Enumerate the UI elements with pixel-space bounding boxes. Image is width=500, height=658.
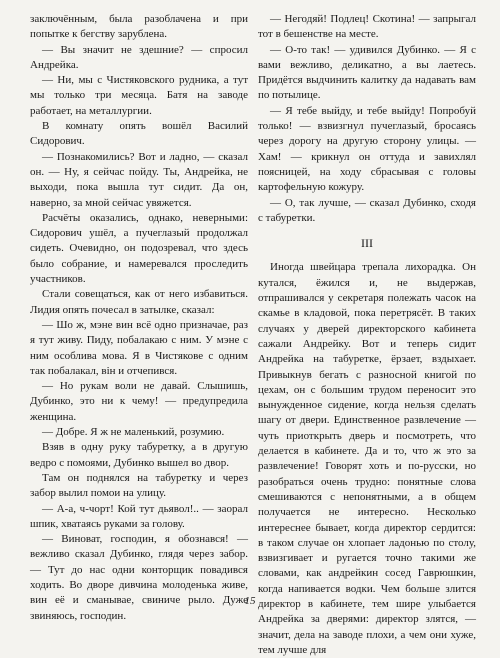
paragraph: Там он поднялся на табуретку и через забор вылил помои на улицу. xyxy=(30,471,248,500)
paragraph: — Я тебе выйду, и тебе выйду! Попробуй только! — взвизгнул пучеглазый, бросаясь через дорогу на другую сторону улицы. — Хам! — крикнул он оттуда и завихлял поясницей, на ходу сбрасывая с головы картофельную кожуру. xyxy=(258,104,476,194)
paragraph: — Негодяй! Подлец! Скотина! — запрыгал тот в бешенстве на месте. xyxy=(258,13,476,41)
paragraph: — Познакомились? Вот и ладно, — сказал он. — Ну, я сейчас пойду. Ты, Андрейка, не выходи, пока вышла тут сидит. Да он, наверно, за мной сейчас увяжется. xyxy=(30,150,248,209)
chapter-heading: III xyxy=(361,236,373,251)
paragraph: Стали совещаться, как от него избавиться. Лидия опять почесал в затылке, сказал: xyxy=(30,288,248,316)
paragraph: — Добре. Я ж не маленький, розумию. xyxy=(42,426,225,439)
right-column xyxy=(258,12,476,658)
paragraph: — Но рукам воли не давай. Слышишь, Дубинко, это ни к чему! — предупредила женщина. xyxy=(30,380,248,423)
paragraph: — А-а, ч-чорт! Кой тут дьявол!.. — заорал шпик, хватаясь руками за голову. xyxy=(30,502,248,530)
paragraph: — Вы значит не здешние? — спросил Андрейка. xyxy=(30,43,248,71)
left-column xyxy=(30,12,248,624)
paragraph: Взяв в одну руку табуретку, а в другую ведро с помоями, Дубинко вышел во двор. xyxy=(30,441,248,469)
paragraph: — Ни, мы с Чистяковского рудника, а тут мы только три месяца. Батя на заводе работает, на металлургии. xyxy=(30,74,248,117)
paragraph: — О, так лучше, — сказал Дубинко, сходя с табуретки. xyxy=(258,196,476,224)
paragraph: — Шо ж, мэне вин всё одно призначае, раз я тут живу. Пиду, побалакаю с ним. У мэне с ним особлива мова. Я в Чистякове с одним так побалакал, він и отчепився. xyxy=(30,318,248,377)
page-number: 15 xyxy=(244,595,256,607)
paragraph: — Виноват, господин, я обознався! — вежливо сказал Дубинко, глядя через забор. — Тут до нас одни конторщик повадився ходить. Во дворе дивчина молоденька живе, вин её и сманывае, свиниче рыло. Дуже звиняюсь, господин. xyxy=(30,533,248,622)
paragraph: Иногда швейцара трепала лихорадка. Он кутался, ёжился и, не выдержав, отпрашивался у секретаря полежать часок на скамье в кладовой, пока перетрясёт. В таких случаях у дверей директорского кабинета сажали Андрейку. Вот и теперь сидит Андрейка на табуретке, ёрзает, вздыхает. Привыкнув бегать с разносной книгой по цехам, он с большим трудом переносит это вынужденное сидение, когда нельзя сделать шагу от двери. Единственное развлечение — чуть приоткрыть дверь и посмотреть, что делается в кабинете. Да и то, что ж это за развлечение! Говорят хоть и по-русски, но разобраться очень трудно: понятные слова смешиваются с непонятными, а в общем получается не интересно. Несколько интереснее бывает, когда директор сердится: в таком случае он хлопает ладонью по столу, взвизгивает и ругается точно такими же словами, как андрейкин сосед Гаврюшкин, когда напивается водки. Чем больше злится директор в кабинете, тем шире улыбается Андрейка за дверями: директор злятся, — значит, дела на заводе плохи, а чем они хуже, тем лучше для xyxy=(258,261,476,656)
paragraph: Расчёты оказались, однако, неверными: Сидорович ушёл, а пучеглазый продолжал сидеть. Очевидно, он подозревал, что здесь было собрание, и намеревался проследить участников. xyxy=(30,211,248,286)
paragraph: В комнату опять вошёл Василий Сидорович. xyxy=(30,120,248,148)
paragraph: заключённым, была разоблачена и при попытке к бегству зарублена. xyxy=(30,13,248,41)
paragraph: — О-то так! — удивился Дубинко. — Я с вами вежливо, деликатно, а вы лаетесь. Придётся выдчинить калитку да надавать вам по потылице. xyxy=(258,43,476,102)
